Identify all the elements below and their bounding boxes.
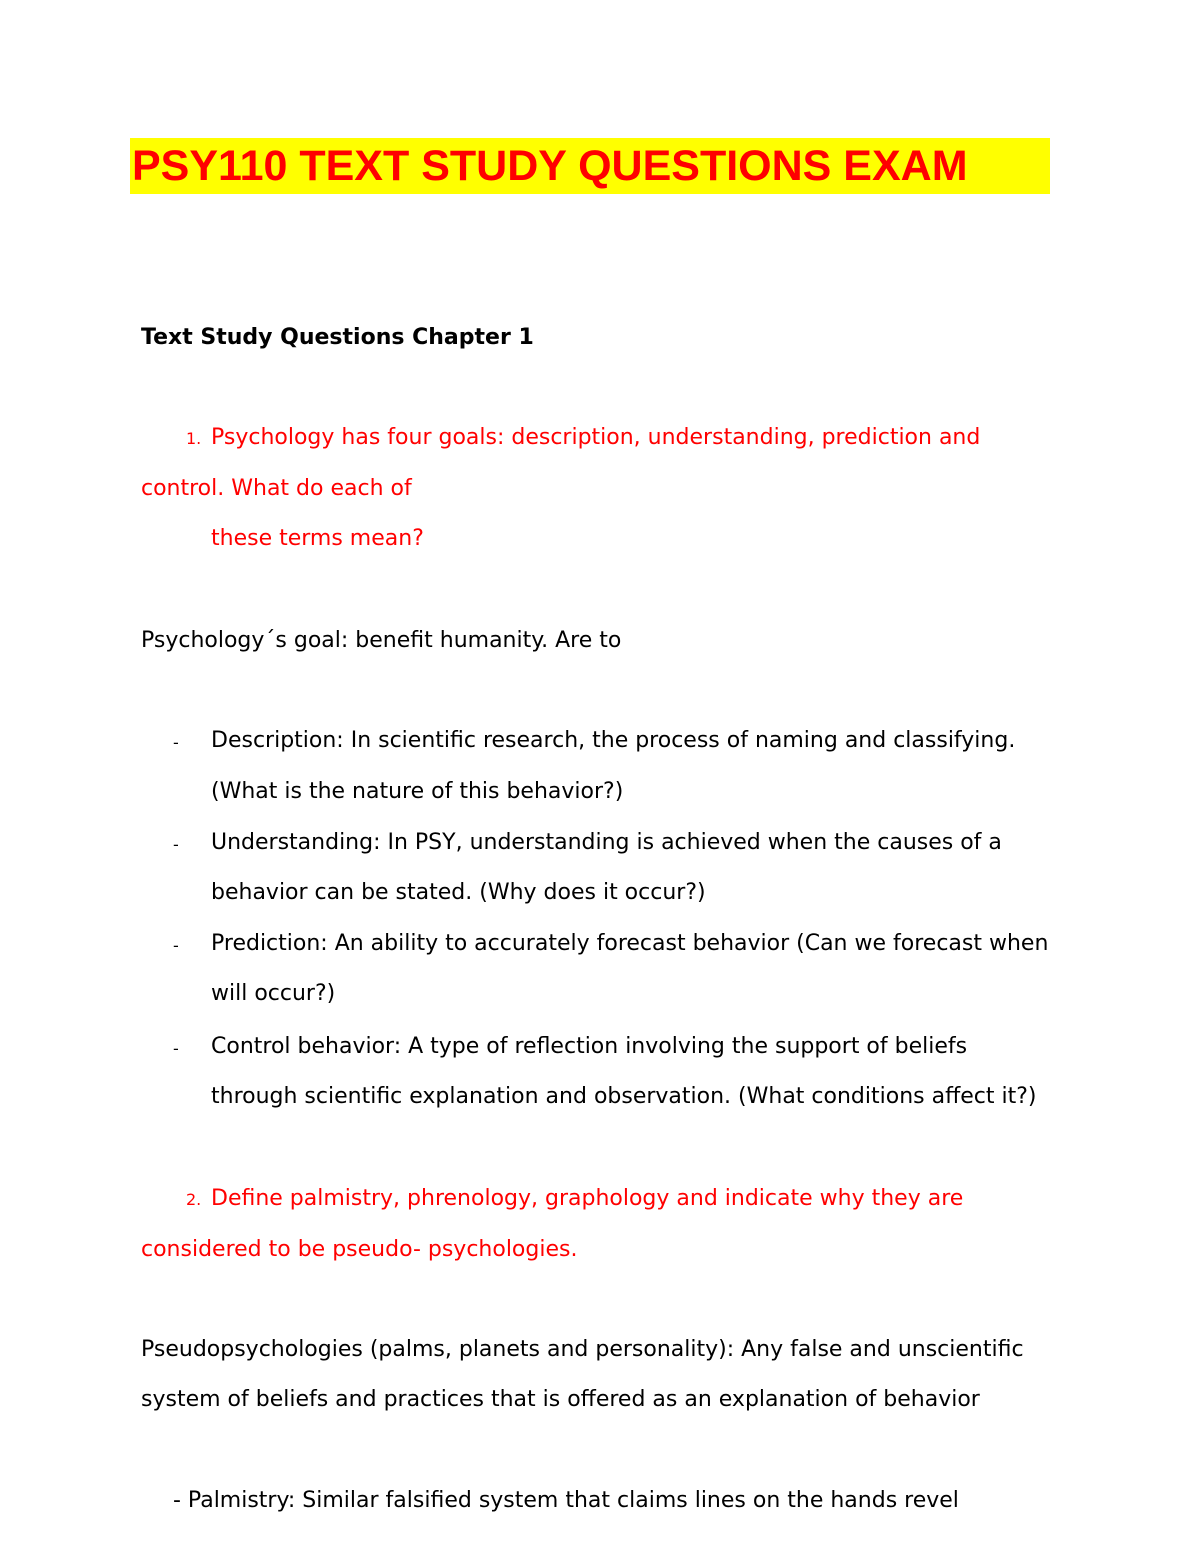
bullet-prediction-line-1: Prediction: An ability to accurately forecast behavior (Can we forecast when: [211, 931, 1049, 956]
question-2-number: [186, 1184, 201, 1215]
question-1-line-2: control. What do each of: [141, 476, 412, 501]
bullet-control-line-2: through scientific explanation and observation. (What conditions affect it?): [211, 1084, 1037, 1109]
bullet-marker: -: [173, 936, 179, 955]
bullet-understanding-line-1: Understanding: In PSY, understanding is achieved when the causes of a: [211, 830, 1002, 855]
answer-2-line-2: system of beliefs and practices that is offered as an explanation of behavior: [141, 1387, 980, 1412]
title-highlight: [130, 138, 1050, 194]
bullet-description-line-1: Description: In scientific research, the process of naming and classifying.: [211, 728, 1016, 753]
bullet-marker: -: [173, 835, 179, 854]
bullet-prediction-line-2: will occur?): [211, 981, 336, 1006]
answer-2-line-1: Pseudopsychologies (palms, planets and personality): Any false and unscientific: [141, 1337, 1024, 1362]
palmistry-line: - Palmistry: Similar falsified system that claims lines on the hands revel: [173, 1488, 959, 1513]
bullet-description-line-2: (What is the nature of this behavior?): [211, 779, 624, 804]
bullet-marker: -: [173, 1039, 179, 1058]
question-1-number: [186, 423, 201, 454]
question-2-line-2: considered to be pseudo- psychologies.: [141, 1237, 578, 1262]
question-1-line-1: Psychology has four goals: description, understanding, prediction and: [211, 425, 981, 450]
question-number: 1.: [186, 429, 202, 448]
bullet-understanding-line-2: behavior can be stated. (Why does it occur?): [211, 880, 706, 905]
answer-1-intro: Psychology´s goal: benefit humanity. Are to: [141, 628, 622, 653]
bullet-control-line-1: Control behavior: A type of reflection involving the support of beliefs: [211, 1034, 968, 1059]
chapter-heading: Text Study Questions Chapter 1: [141, 325, 534, 350]
document-title: PSY110 TEXT STUDY QUESTIONS EXAM: [132, 142, 968, 190]
question-1-line-3: these terms mean?: [211, 526, 424, 551]
question-2-line-1: Define palmistry, phrenology, graphology and indicate why they are: [211, 1186, 964, 1211]
bullet-marker: -: [173, 733, 179, 752]
question-number: 2.: [186, 1190, 202, 1209]
